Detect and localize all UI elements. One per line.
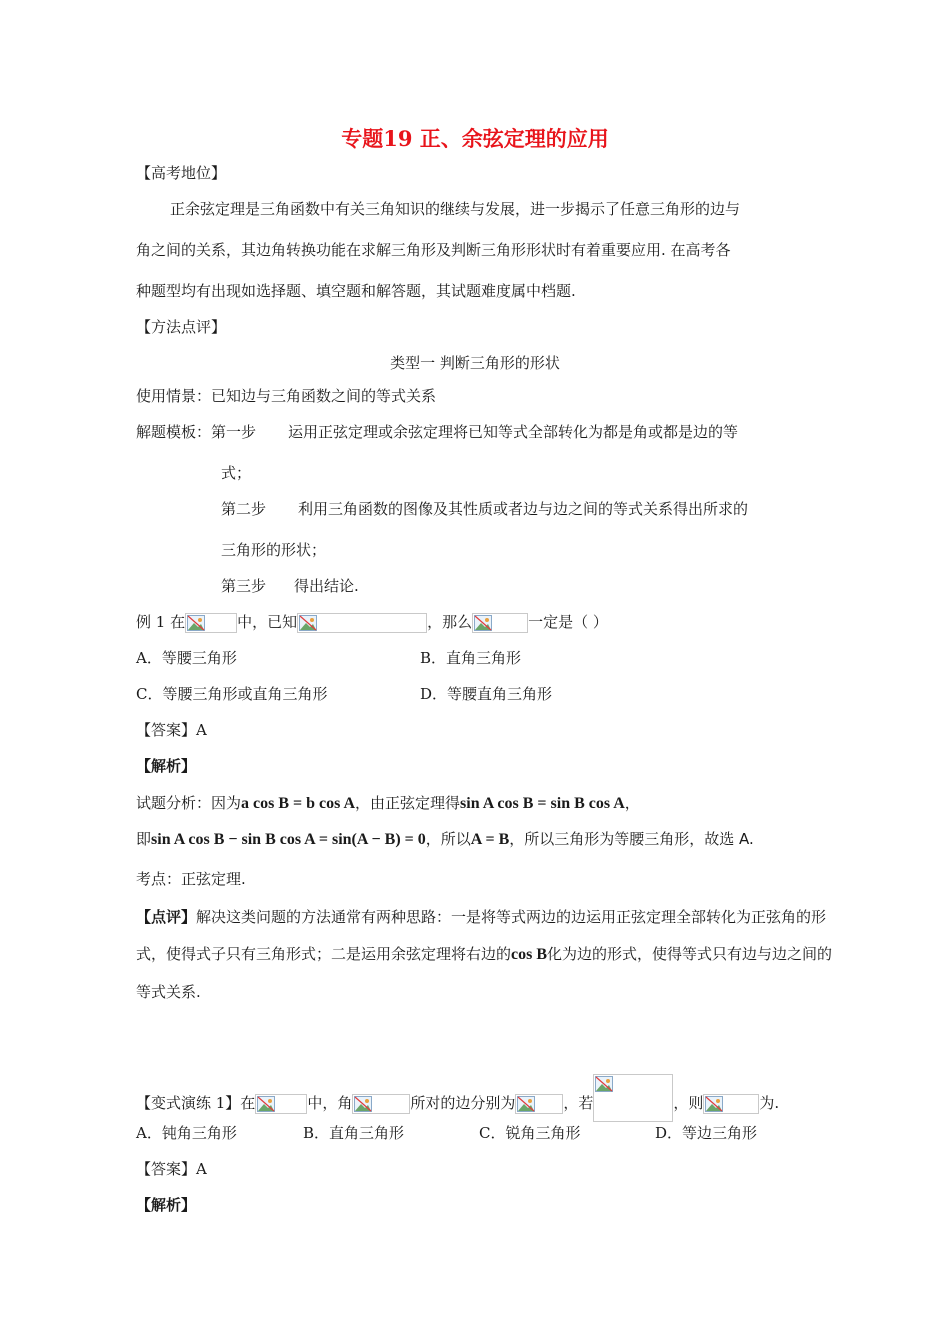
analysis-1-prefix: 试题分析：因为 [136,794,242,812]
broken-image-icon [472,613,528,633]
equation-sine-identity: sin A cos B = sin B cos A [460,795,625,812]
template-step2-row [221,499,748,519]
variant-1-answer: 【答案】A [136,1160,207,1178]
example-1-text-a: 例 1 在 [136,613,186,631]
variant-1-text-a: 【变式演练 1】在 [136,1094,256,1112]
analysis-2-end: ，所以三角形为等腰三角形，故选 A. [509,830,754,848]
example-1-option-b: B．直角三角形 [420,649,522,667]
comment-text-2b: 化为边的形式，使得等式只有边与边之间的 [547,945,833,963]
variant-1-text-b: 中，角 [307,1094,353,1112]
template-step1-row [136,422,738,442]
analysis-2-mid: ，所以 [425,830,471,848]
example-1-option-a: A．等腰三角形 [136,649,237,667]
analysis-2-prefix: 即 [136,830,152,848]
analysis-line-1 [136,793,640,814]
section-gaokao-heading: 【高考地位】 [136,164,227,182]
analysis-line-2 [136,829,754,850]
step3-label: 第三步 [221,577,267,595]
broken-image-icon [297,613,427,633]
variant-1-question [136,1074,779,1122]
variant-1-text-c: 所对的边分别为 [410,1094,516,1112]
example-1-text-d: 一定是（ ） [528,613,608,631]
example-1-question [136,612,608,633]
comment-line-2 [136,944,832,965]
comment-line-3: 等式关系. [136,983,201,1001]
broken-image-icon [593,1074,673,1122]
section-method-heading: 【方法点评】 [136,318,227,336]
template-step3-row [221,576,359,596]
broken-image-icon [515,1094,563,1114]
broken-image-icon [185,613,237,633]
step1-text: 运用正弦定理或余弦定理将已知等式全部转化为都是角或都是边的等 [288,423,739,441]
comment-text-2a: 式，使得式子只有三角形式；二是运用余弦定理将右边的 [136,945,512,963]
intro-paragraph-line-2: 角之间的关系，其边角转换功能在求解三角形及判断三角形形状时有着重要应用. 在高考各 [136,241,731,259]
analysis-1-end: ， [624,794,640,812]
comment-label: 【点评】 [136,908,197,926]
variant-1-analysis-label: 【解析】 [136,1196,197,1214]
broken-image-icon [352,1094,410,1114]
variant-1-text-e: ，则 [673,1094,704,1112]
variant-1-text-f: 为. [759,1094,780,1112]
variant-1-option-b: B．直角三角形 [303,1124,405,1142]
equation-acosb-eq-bcosa: a cos B = b cos A [241,795,356,812]
example-1-answer: 【答案】A [136,721,207,739]
example-1-text-c: ，那么 [427,613,473,631]
kaodian-note: 考点：正弦定理. [136,870,246,888]
comment-text-1: 解决这类问题的方法通常有两种思路：一是将等式两边的边运用正弦定理全部转化为正弦角的形 [196,908,827,926]
broken-image-icon [703,1094,759,1114]
equation-a-eq-b: A = B [470,831,510,848]
example-1-option-d: D．等腰直角三角形 [420,685,553,703]
type1-heading: 类型一 判断三角形的形状 [390,354,560,372]
page-title: 专题19 正、余弦定理的应用 [341,126,609,151]
intro-paragraph-line-1: 正余弦定理是三角函数中有关三角知识的继续与发展，进一步揭示了任意三角形的边与 [170,200,741,218]
step2-label: 第二步 [221,500,267,518]
variant-1-option-d: D．等边三角形 [655,1124,758,1142]
variant-1-option-a: A．钝角三角形 [136,1124,237,1142]
example-1-analysis-label: 【解析】 [136,757,197,775]
step3-text: 得出结论. [294,577,359,595]
step1-label: 第一步 [211,423,257,441]
comment-line-1 [136,907,826,927]
template-label: 解题模板： [136,423,212,441]
usage-scenario: 使用情景：已知边与三角函数之间的等式关系 [136,387,437,405]
step1-continuation: 式； [221,464,252,482]
equation-sin-difference: sin A cos B − sin B cos A = sin(A − B) = 0 [151,831,426,848]
step2-text: 利用三角函数的图像及其性质或者边与边之间的等式关系得出所求的 [298,500,749,518]
analysis-1-mid: ，由正弦定理得 [355,794,461,812]
variant-1-text-d: ，若 [563,1094,594,1112]
intro-paragraph-line-3: 种题型均有出现如选择题、填空题和解答题，其试题难度属中档题. [136,282,576,300]
variant-1-option-c: C．锐角三角形 [479,1124,581,1142]
broken-image-icon [255,1094,307,1114]
example-1-text-b: 中，已知 [237,613,298,631]
equation-cos-b: cos B [511,946,548,963]
step2-continuation: 三角形的形状； [221,541,327,559]
example-1-option-c: C．等腰三角形或直角三角形 [136,685,328,703]
